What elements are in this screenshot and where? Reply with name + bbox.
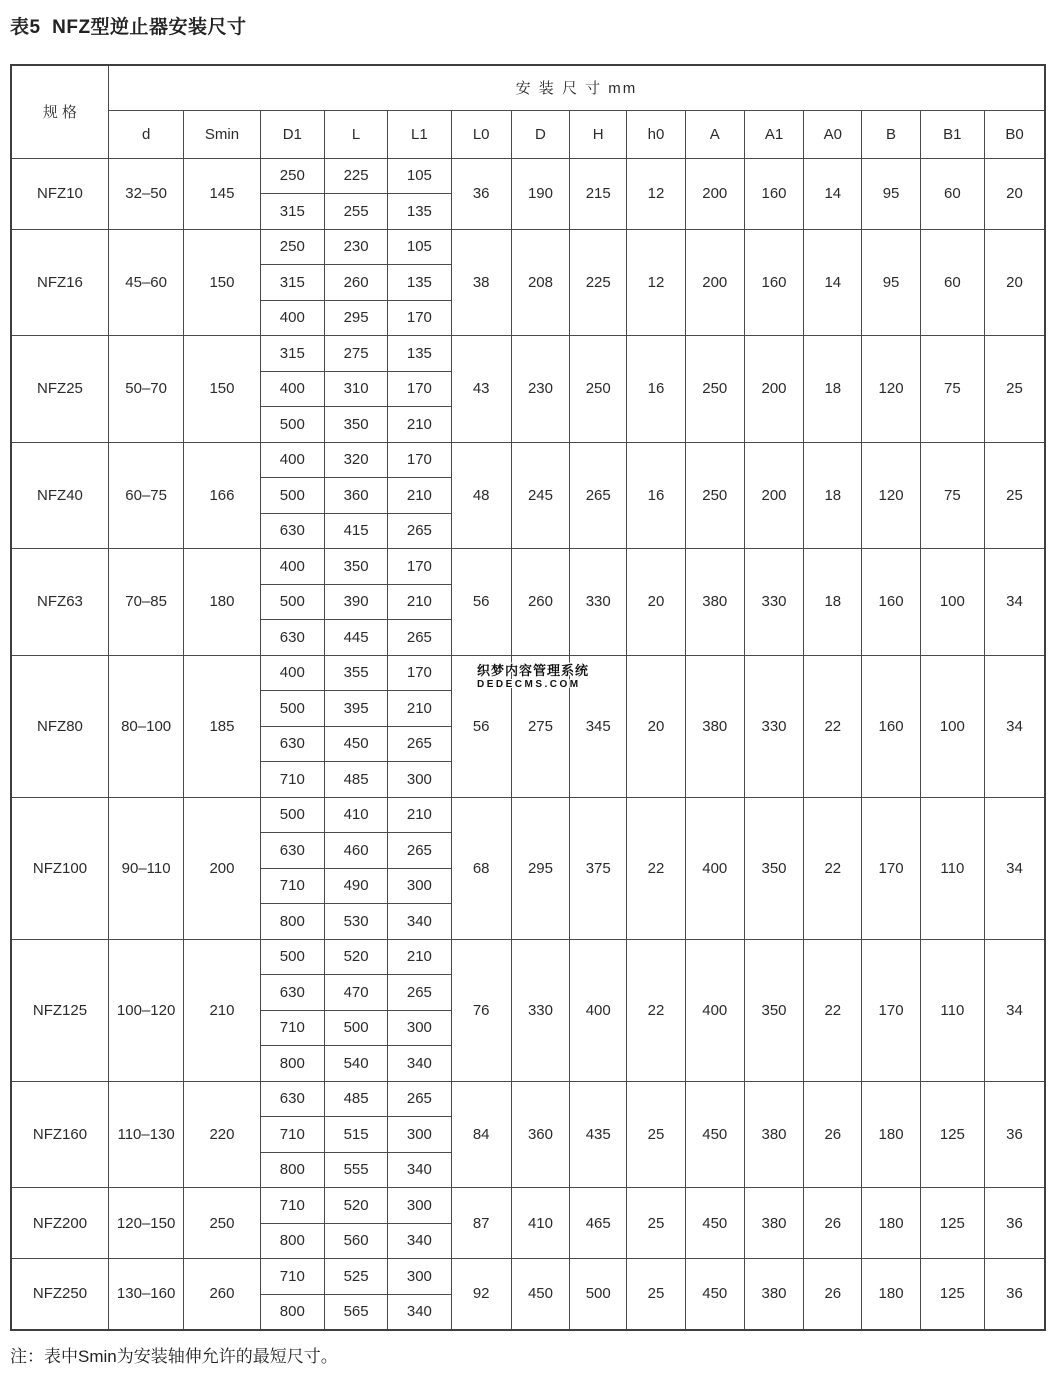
l-cell: 540 xyxy=(324,1046,387,1082)
l1-cell: 210 xyxy=(388,797,451,833)
d1-cell: 315 xyxy=(260,265,324,301)
table-row xyxy=(11,336,1045,372)
col-header-d1: D1 xyxy=(260,110,324,158)
H-cell: 500 xyxy=(570,1259,627,1330)
H-cell: 435 xyxy=(570,1081,627,1188)
spec-cell: NFZ160 xyxy=(11,1081,108,1188)
l1-cell: 340 xyxy=(388,1294,451,1330)
d1-cell: 800 xyxy=(260,1223,324,1259)
col-header-B: B xyxy=(862,110,920,158)
l1-cell: 265 xyxy=(388,833,451,869)
h0-cell: 22 xyxy=(627,797,685,939)
h0-cell: 12 xyxy=(627,158,685,229)
l-cell: 555 xyxy=(324,1152,387,1188)
table-row xyxy=(11,1259,1045,1295)
B1-cell: 125 xyxy=(920,1259,984,1330)
l-cell: 225 xyxy=(324,158,387,194)
A-cell: 380 xyxy=(685,655,744,797)
table-row xyxy=(11,797,1045,833)
A-cell: 250 xyxy=(685,336,744,443)
A-cell: 450 xyxy=(685,1259,744,1330)
spec-cell: NFZ125 xyxy=(11,939,108,1081)
l0-cell: 87 xyxy=(451,1188,511,1259)
l-cell: 515 xyxy=(324,1117,387,1153)
d1-cell: 630 xyxy=(260,975,324,1011)
d1-cell: 800 xyxy=(260,1294,324,1330)
h0-cell: 20 xyxy=(627,549,685,656)
h0-cell: 20 xyxy=(627,655,685,797)
h0-cell: 12 xyxy=(627,229,685,336)
A0-cell: 22 xyxy=(804,797,862,939)
l0-cell: 36 xyxy=(451,158,511,229)
l1-cell: 265 xyxy=(388,975,451,1011)
d1-cell: 630 xyxy=(260,620,324,656)
smin-cell: 166 xyxy=(184,442,260,549)
l-cell: 565 xyxy=(324,1294,387,1330)
d1-cell: 400 xyxy=(260,442,324,478)
l1-cell: 340 xyxy=(388,904,451,940)
col-header-l1: L1 xyxy=(388,110,451,158)
B1-cell: 100 xyxy=(920,655,984,797)
col-header-smin: Smin xyxy=(184,110,260,158)
header-row-group xyxy=(11,65,1045,110)
smin-cell: 220 xyxy=(184,1081,260,1188)
d-cell: 70–85 xyxy=(108,549,183,656)
l1-cell: 300 xyxy=(388,1010,451,1046)
D-cell: 208 xyxy=(511,229,569,336)
h0-cell: 22 xyxy=(627,939,685,1081)
smin-cell: 145 xyxy=(184,158,260,229)
l-cell: 460 xyxy=(324,833,387,869)
B1-cell: 125 xyxy=(920,1188,984,1259)
B-cell: 180 xyxy=(862,1188,920,1259)
D-cell: 275 xyxy=(511,655,569,797)
smin-cell: 185 xyxy=(184,655,260,797)
spec-cell: NFZ100 xyxy=(11,797,108,939)
smin-cell: 150 xyxy=(184,229,260,336)
l0-cell: 48 xyxy=(451,442,511,549)
B0-cell: 36 xyxy=(984,1081,1045,1188)
d1-cell: 500 xyxy=(260,478,324,514)
B0-cell: 25 xyxy=(984,442,1045,549)
table-row xyxy=(11,158,1045,194)
d1-cell: 630 xyxy=(260,1081,324,1117)
D-cell: 360 xyxy=(511,1081,569,1188)
B1-cell: 75 xyxy=(920,336,984,443)
d1-cell: 800 xyxy=(260,1152,324,1188)
D-cell: 190 xyxy=(511,158,569,229)
l-cell: 350 xyxy=(324,407,387,443)
d1-cell: 710 xyxy=(260,1188,324,1224)
spec-cell: NFZ63 xyxy=(11,549,108,656)
A0-cell: 14 xyxy=(804,229,862,336)
l0-cell: 43 xyxy=(451,336,511,443)
dimensions-group-header: 安 装 尺 寸 mm xyxy=(108,65,1045,110)
D-cell: 330 xyxy=(511,939,569,1081)
spec-column-header: 规 格 xyxy=(11,65,108,158)
col-header-B1: B1 xyxy=(920,110,984,158)
B1-cell: 75 xyxy=(920,442,984,549)
spec-cell: NFZ16 xyxy=(11,229,108,336)
l0-cell: 38 xyxy=(451,229,511,336)
H-cell: 400 xyxy=(570,939,627,1081)
d1-cell: 500 xyxy=(260,939,324,975)
l-cell: 520 xyxy=(324,1188,387,1224)
A1-cell: 330 xyxy=(744,549,803,656)
d1-cell: 400 xyxy=(260,371,324,407)
B-cell: 120 xyxy=(862,336,920,443)
A1-cell: 380 xyxy=(744,1188,803,1259)
A0-cell: 18 xyxy=(804,336,862,443)
d1-cell: 630 xyxy=(260,833,324,869)
l1-cell: 340 xyxy=(388,1046,451,1082)
D-cell: 245 xyxy=(511,442,569,549)
table-header xyxy=(11,65,1045,158)
l1-cell: 340 xyxy=(388,1223,451,1259)
h0-cell: 25 xyxy=(627,1259,685,1330)
header-row-columns xyxy=(11,110,1045,158)
l0-cell: 56 xyxy=(451,549,511,656)
l1-cell: 105 xyxy=(388,229,451,265)
l-cell: 275 xyxy=(324,336,387,372)
table-row xyxy=(11,442,1045,478)
A1-cell: 380 xyxy=(744,1259,803,1330)
smin-cell: 210 xyxy=(184,939,260,1081)
d1-cell: 400 xyxy=(260,549,324,585)
spec-cell: NFZ200 xyxy=(11,1188,108,1259)
B-cell: 170 xyxy=(862,797,920,939)
D-cell: 260 xyxy=(511,549,569,656)
h0-cell: 16 xyxy=(627,336,685,443)
l-cell: 445 xyxy=(324,620,387,656)
l-cell: 470 xyxy=(324,975,387,1011)
B-cell: 95 xyxy=(862,229,920,336)
d1-cell: 630 xyxy=(260,726,324,762)
h0-cell: 25 xyxy=(627,1081,685,1188)
l1-cell: 170 xyxy=(388,371,451,407)
l1-cell: 170 xyxy=(388,300,451,336)
l1-cell: 340 xyxy=(388,1152,451,1188)
smin-cell: 250 xyxy=(184,1188,260,1259)
col-header-H: H xyxy=(570,110,627,158)
d-cell: 100–120 xyxy=(108,939,183,1081)
A1-cell: 350 xyxy=(744,939,803,1081)
A-cell: 400 xyxy=(685,939,744,1081)
d-cell: 110–130 xyxy=(108,1081,183,1188)
B0-cell: 34 xyxy=(984,549,1045,656)
table-body xyxy=(11,158,1045,1330)
l1-cell: 105 xyxy=(388,158,451,194)
A0-cell: 14 xyxy=(804,158,862,229)
l-cell: 295 xyxy=(324,300,387,336)
B1-cell: 60 xyxy=(920,229,984,336)
l-cell: 395 xyxy=(324,691,387,727)
l-cell: 485 xyxy=(324,1081,387,1117)
smin-cell: 200 xyxy=(184,797,260,939)
col-header-l0: L0 xyxy=(451,110,511,158)
A-cell: 200 xyxy=(685,229,744,336)
l1-cell: 210 xyxy=(388,407,451,443)
B-cell: 170 xyxy=(862,939,920,1081)
spec-cell: NFZ250 xyxy=(11,1259,108,1330)
table-row xyxy=(11,229,1045,265)
spec-cell: NFZ25 xyxy=(11,336,108,443)
B-cell: 180 xyxy=(862,1081,920,1188)
col-header-h0: h0 xyxy=(627,110,685,158)
l-cell: 350 xyxy=(324,549,387,585)
l-cell: 490 xyxy=(324,868,387,904)
A1-cell: 200 xyxy=(744,336,803,443)
A1-cell: 160 xyxy=(744,229,803,336)
col-header-A0: A0 xyxy=(804,110,862,158)
col-header-A1: A1 xyxy=(744,110,803,158)
d1-cell: 710 xyxy=(260,868,324,904)
l0-cell: 92 xyxy=(451,1259,511,1330)
B1-cell: 110 xyxy=(920,939,984,1081)
A0-cell: 18 xyxy=(804,549,862,656)
A0-cell: 26 xyxy=(804,1188,862,1259)
col-header-l: L xyxy=(324,110,387,158)
B0-cell: 34 xyxy=(984,939,1045,1081)
l1-cell: 210 xyxy=(388,478,451,514)
B-cell: 180 xyxy=(862,1259,920,1330)
l1-cell: 265 xyxy=(388,620,451,656)
B1-cell: 100 xyxy=(920,549,984,656)
l0-cell: 76 xyxy=(451,939,511,1081)
A-cell: 450 xyxy=(685,1188,744,1259)
footnote: 注：表中Smin为安装轴伸允许的最短尺寸。 xyxy=(10,1346,338,1366)
B0-cell: 20 xyxy=(984,158,1045,229)
l1-cell: 170 xyxy=(388,549,451,585)
l1-cell: 265 xyxy=(388,1081,451,1117)
l-cell: 450 xyxy=(324,726,387,762)
l1-cell: 300 xyxy=(388,868,451,904)
A-cell: 450 xyxy=(685,1081,744,1188)
d1-cell: 500 xyxy=(260,797,324,833)
d-cell: 120–150 xyxy=(108,1188,183,1259)
d1-cell: 710 xyxy=(260,1117,324,1153)
col-header-d: d xyxy=(108,110,183,158)
d1-cell: 500 xyxy=(260,691,324,727)
l-cell: 525 xyxy=(324,1259,387,1295)
l0-cell: 84 xyxy=(451,1081,511,1188)
H-cell: 250 xyxy=(570,336,627,443)
H-cell: 215 xyxy=(570,158,627,229)
d-cell: 80–100 xyxy=(108,655,183,797)
l1-cell: 210 xyxy=(388,691,451,727)
l1-cell: 210 xyxy=(388,584,451,620)
A1-cell: 380 xyxy=(744,1081,803,1188)
d1-cell: 800 xyxy=(260,1046,324,1082)
l-cell: 500 xyxy=(324,1010,387,1046)
A1-cell: 330 xyxy=(744,655,803,797)
d-cell: 50–70 xyxy=(108,336,183,443)
B0-cell: 20 xyxy=(984,229,1045,336)
l-cell: 415 xyxy=(324,513,387,549)
l1-cell: 300 xyxy=(388,762,451,798)
l1-cell: 300 xyxy=(388,1117,451,1153)
l-cell: 255 xyxy=(324,194,387,230)
smin-cell: 150 xyxy=(184,336,260,443)
d1-cell: 315 xyxy=(260,336,324,372)
H-cell: 375 xyxy=(570,797,627,939)
B-cell: 95 xyxy=(862,158,920,229)
l1-cell: 300 xyxy=(388,1188,451,1224)
col-header-A: A xyxy=(685,110,744,158)
l-cell: 360 xyxy=(324,478,387,514)
l-cell: 410 xyxy=(324,797,387,833)
h0-cell: 16 xyxy=(627,442,685,549)
d-cell: 90–110 xyxy=(108,797,183,939)
spec-cell: NFZ80 xyxy=(11,655,108,797)
A-cell: 400 xyxy=(685,797,744,939)
smin-cell: 260 xyxy=(184,1259,260,1330)
smin-cell: 180 xyxy=(184,549,260,656)
H-cell: 330 xyxy=(570,549,627,656)
l1-cell: 135 xyxy=(388,265,451,301)
l1-cell: 210 xyxy=(388,939,451,975)
D-cell: 295 xyxy=(511,797,569,939)
d1-cell: 710 xyxy=(260,1010,324,1046)
H-cell: 225 xyxy=(570,229,627,336)
l1-cell: 265 xyxy=(388,513,451,549)
B-cell: 120 xyxy=(862,442,920,549)
d-cell: 60–75 xyxy=(108,442,183,549)
B0-cell: 36 xyxy=(984,1259,1045,1330)
l0-cell: 56 xyxy=(451,655,511,797)
spec-cell: NFZ10 xyxy=(11,158,108,229)
l1-cell: 135 xyxy=(388,336,451,372)
B0-cell: 34 xyxy=(984,797,1045,939)
d1-cell: 400 xyxy=(260,300,324,336)
d-cell: 45–60 xyxy=(108,229,183,336)
watermark-line2: DEDECMS.COM xyxy=(477,679,581,691)
l1-cell: 265 xyxy=(388,726,451,762)
A1-cell: 350 xyxy=(744,797,803,939)
B1-cell: 60 xyxy=(920,158,984,229)
d1-cell: 500 xyxy=(260,584,324,620)
table-row xyxy=(11,1081,1045,1117)
l-cell: 520 xyxy=(324,939,387,975)
d-cell: 32–50 xyxy=(108,158,183,229)
l-cell: 485 xyxy=(324,762,387,798)
A0-cell: 22 xyxy=(804,939,862,1081)
A0-cell: 18 xyxy=(804,442,862,549)
d1-cell: 400 xyxy=(260,655,324,691)
A-cell: 380 xyxy=(685,549,744,656)
l1-cell: 300 xyxy=(388,1259,451,1295)
col-header-D: D xyxy=(511,110,569,158)
d1-cell: 315 xyxy=(260,194,324,230)
D-cell: 410 xyxy=(511,1188,569,1259)
d1-cell: 710 xyxy=(260,1259,324,1295)
A0-cell: 22 xyxy=(804,655,862,797)
d1-cell: 710 xyxy=(260,762,324,798)
A1-cell: 160 xyxy=(744,158,803,229)
spec-cell: NFZ40 xyxy=(11,442,108,549)
A-cell: 200 xyxy=(685,158,744,229)
l-cell: 560 xyxy=(324,1223,387,1259)
l-cell: 230 xyxy=(324,229,387,265)
l-cell: 530 xyxy=(324,904,387,940)
col-header-B0: B0 xyxy=(984,110,1045,158)
B0-cell: 34 xyxy=(984,655,1045,797)
A-cell: 250 xyxy=(685,442,744,549)
B-cell: 160 xyxy=(862,655,920,797)
d-cell: 130–160 xyxy=(108,1259,183,1330)
H-cell: 345 xyxy=(570,655,627,797)
D-cell: 230 xyxy=(511,336,569,443)
H-cell: 465 xyxy=(570,1188,627,1259)
B-cell: 160 xyxy=(862,549,920,656)
A0-cell: 26 xyxy=(804,1259,862,1330)
table-row xyxy=(11,939,1045,975)
l-cell: 260 xyxy=(324,265,387,301)
l1-cell: 170 xyxy=(388,655,451,691)
D-cell: 450 xyxy=(511,1259,569,1330)
h0-cell: 25 xyxy=(627,1188,685,1259)
B0-cell: 25 xyxy=(984,336,1045,443)
l1-cell: 135 xyxy=(388,194,451,230)
l-cell: 355 xyxy=(324,655,387,691)
A0-cell: 26 xyxy=(804,1081,862,1188)
table-row xyxy=(11,549,1045,585)
l-cell: 390 xyxy=(324,584,387,620)
table-row xyxy=(11,655,1045,691)
watermark-line1: 织梦内容管理系统 xyxy=(477,663,590,678)
H-cell: 265 xyxy=(570,442,627,549)
A1-cell: 200 xyxy=(744,442,803,549)
table-title: 表5 NFZ型逆止器安装尺寸 xyxy=(10,17,247,38)
B0-cell: 36 xyxy=(984,1188,1045,1259)
d1-cell: 630 xyxy=(260,513,324,549)
table-row xyxy=(11,1188,1045,1224)
d1-cell: 500 xyxy=(260,407,324,443)
d1-cell: 800 xyxy=(260,904,324,940)
B1-cell: 110 xyxy=(920,797,984,939)
d1-cell: 250 xyxy=(260,158,324,194)
B1-cell: 125 xyxy=(920,1081,984,1188)
l-cell: 320 xyxy=(324,442,387,478)
l1-cell: 170 xyxy=(388,442,451,478)
l-cell: 310 xyxy=(324,371,387,407)
installation-dimensions-table xyxy=(10,64,1046,1331)
l0-cell: 68 xyxy=(451,797,511,939)
d1-cell: 250 xyxy=(260,229,324,265)
